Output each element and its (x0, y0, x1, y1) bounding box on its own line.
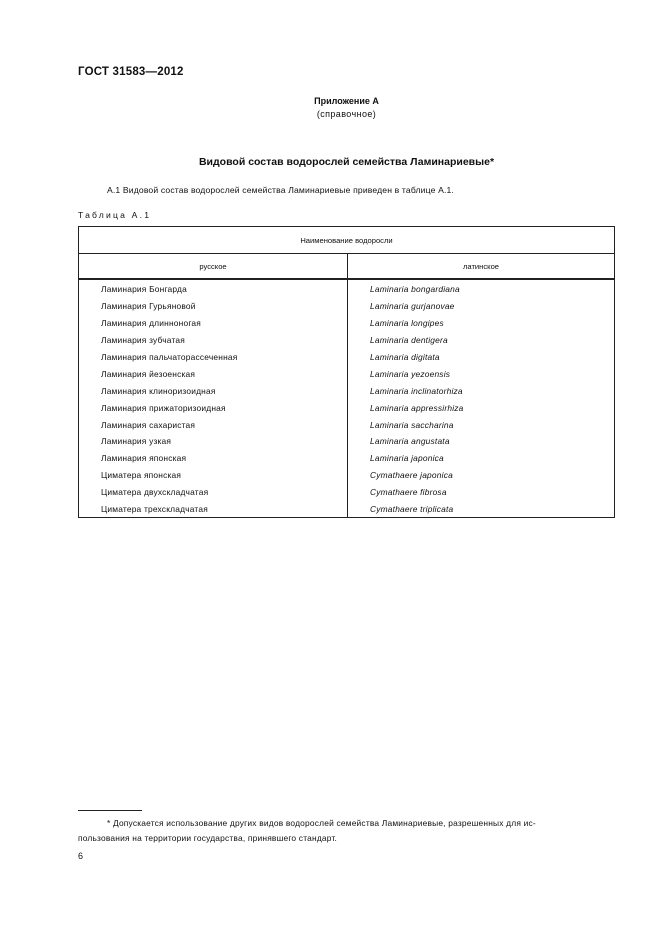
cell-latin-name: Laminaria saccharina (348, 416, 615, 433)
cell-latin-name: Cymathaere fibrosa (348, 484, 615, 501)
cell-latin-name: Cymathaere triplicata (348, 501, 615, 518)
table-row (79, 279, 615, 298)
cell-russian-name: Ламинария Бонгарда (79, 279, 348, 298)
cell-russian-name: Ламинария Гурьяновой (79, 298, 348, 315)
table-row (79, 416, 615, 433)
table-row (79, 484, 615, 501)
table-row (79, 349, 615, 366)
cell-russian-name: Ламинария сахаристая (79, 416, 348, 433)
cell-latin-name: Laminaria dentigera (348, 332, 615, 349)
column-header-latin: латинское (348, 254, 615, 280)
cell-latin-name: Laminaria yezoensis (348, 365, 615, 382)
appendix-subtitle: (справочное) (316, 109, 377, 119)
section-paragraph: А.1 Видовой состав водорослей семейства Ламинариевые приведен в таблице А.1. (107, 185, 454, 195)
cell-russian-name: Ламинария прижаторизоидная (79, 399, 348, 416)
cell-russian-name: Ламинария йезоенская (79, 365, 348, 382)
footnote-line-2: пользования на территории государства, принявшего стандарт. (78, 833, 338, 843)
cell-latin-name: Laminaria inclinatorhiza (348, 382, 615, 399)
cell-latin-name: Laminaria digitata (348, 349, 615, 366)
cell-latin-name: Laminaria longipes (348, 315, 615, 332)
cell-latin-name: Laminaria japonica (348, 450, 615, 467)
cell-latin-name: Laminaria angustata (348, 433, 615, 450)
cell-russian-name: Ламинария пальчаторассеченная (79, 349, 348, 366)
table-body (79, 279, 615, 518)
cell-latin-name: Laminaria bongardiana (348, 279, 615, 298)
table-row (79, 315, 615, 332)
table-row (79, 433, 615, 450)
table-row (79, 450, 615, 467)
column-header-russian: русское (79, 254, 348, 280)
table-caption: Таблица А.1 (78, 210, 152, 220)
document-code: ГОСТ 31583—2012 (78, 66, 184, 78)
cell-latin-name: Cymathaere japonica (348, 467, 615, 484)
cell-russian-name: Циматера двухскладчатая (79, 484, 348, 501)
cell-russian-name: Ламинария клиноризоидная (79, 382, 348, 399)
appendix-heading (0, 95, 661, 121)
table-row (79, 382, 615, 399)
appendix-title: Приложение А (314, 96, 379, 106)
cell-latin-name: Laminaria gurjanovae (348, 298, 615, 315)
table-row (79, 365, 615, 382)
cell-russian-name: Ламинария японская (79, 450, 348, 467)
species-table (78, 226, 615, 518)
table-row (79, 298, 615, 315)
table-row (79, 501, 615, 518)
cell-russian-name: Циматера японская (79, 467, 348, 484)
page-number: 6 (78, 851, 84, 861)
cell-latin-name: Laminaria appressirhiza (348, 399, 615, 416)
footnote-divider (78, 810, 142, 811)
cell-russian-name: Ламинария зубчатая (79, 332, 348, 349)
table-row (79, 399, 615, 416)
table-row (79, 332, 615, 349)
table-group-header: Наименование водоросли (79, 227, 615, 254)
footnote-line-1: * Допускается использование других видов водорослей семейства Ламинариевые, разрешенных для ис- (107, 818, 536, 828)
cell-russian-name: Ламинария длинноногая (79, 315, 348, 332)
footnote (78, 816, 615, 846)
cell-russian-name: Циматера трехскладчатая (79, 501, 348, 518)
section-title: Видовой состав водорослей семейства Ламинариевые* (198, 156, 495, 168)
table-row (79, 467, 615, 484)
cell-russian-name: Ламинария узкая (79, 433, 348, 450)
